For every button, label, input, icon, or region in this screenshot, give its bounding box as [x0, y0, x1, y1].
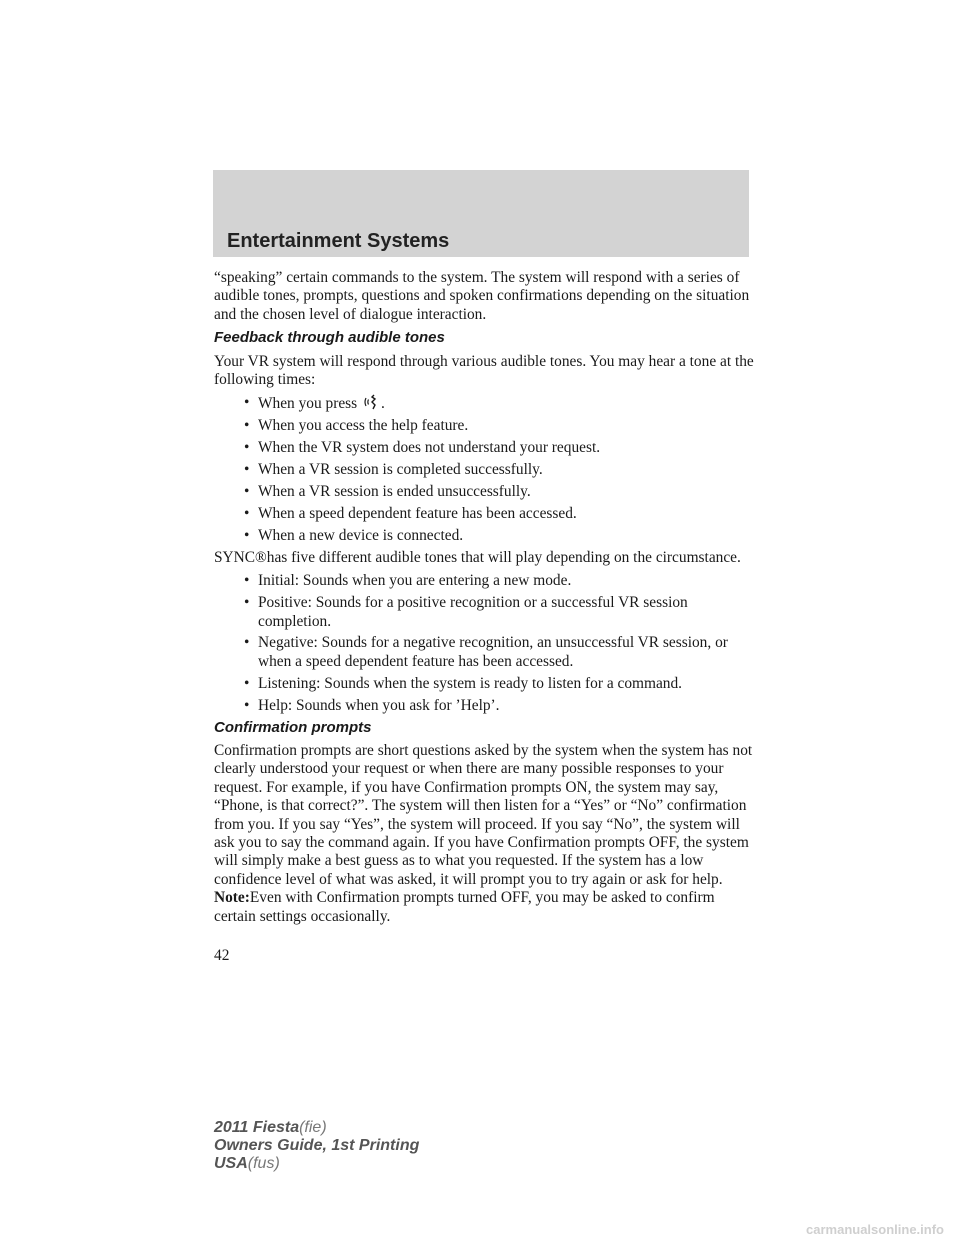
press-prefix: When you press	[258, 395, 358, 413]
list-item-text: Help: Sounds when you ask for ’Help’.	[258, 696, 500, 714]
intro-paragraph: “speaking” certain commands to the system. The system will respond with a series of audible tones, prompts, questions and spoken confirmations depending on the situation and the chosen level of dialogue interaction.	[214, 269, 750, 323]
note-paragraph	[214, 889, 754, 926]
list-item-text: When a VR session is completed successfully.	[258, 461, 543, 479]
list-item: • Help: Sounds when you ask for ’Help’.	[244, 696, 500, 714]
list-item-text: Listening: Sounds when the system is ready to listen for a command.	[258, 674, 683, 692]
list-item: • When a speed dependent feature has been accessed.	[244, 504, 577, 522]
list-item-text: Negative: Sounds for a negative recognition, an unsuccessful VR session, or when a speed dependent feature has been accessed.	[258, 634, 728, 670]
watermark: carmanualsonline.info	[806, 1222, 944, 1237]
footer-line-guide	[214, 1137, 419, 1155]
list-item-text: When a new device is connected.	[258, 526, 464, 544]
list-item-text: Positive: Sounds for a positive recognition or a successful VR session completion.	[258, 594, 688, 630]
list-item-text: When a VR session is ended unsuccessfully.	[258, 483, 531, 501]
list-item: • Listening: Sounds when the system is ready to listen for a command.	[244, 674, 683, 692]
list-item: • Negative: Sounds for a negative recognition, an unsuccessful VR session, or when a speed dependent feature has been accessed.	[244, 634, 728, 670]
list-item: • When you press .	[244, 394, 385, 413]
list-item-text: When a speed dependent feature has been accessed.	[258, 504, 577, 522]
confirm-heading: Confirmation prompts	[214, 718, 372, 736]
voice-command-icon	[363, 394, 379, 410]
note-text: Even with Confirmation prompts turned OFF, you may be asked to confirm certain settings occasionally.	[214, 889, 715, 925]
list-item: • Initial: Sounds when you are entering a new mode.	[244, 572, 572, 590]
list-item: • When you access the help feature.	[244, 417, 469, 435]
footer-guide: Owners Guide, 1st Printing	[214, 1137, 420, 1154]
tone-times-list	[214, 394, 754, 545]
footer-market-code: (fus)	[247, 1155, 280, 1172]
page-content	[214, 269, 754, 931]
footer-market: USA	[214, 1155, 248, 1172]
list-item-text: When the VR system does not understand your request.	[258, 439, 601, 457]
footer-line-market	[214, 1155, 419, 1173]
list-item: • When a new device is connected.	[244, 526, 464, 544]
tones-intro: Your VR system will respond through various audible tones. You may hear a tone at the following times:	[214, 352, 754, 389]
confirm-paragraph: Confirmation prompts are short questions asked by the system when the system has not clearly understood your request or when there are many possible responses to your request. For example, if you have Confirmation prompts ON, the system may say, “Phone, is that correct?”. The system will then listen for a “Yes” or “No” confirmation from you. If you say “Yes”, the system will proceed. If you say “No”, the system will ask you to say the command again. If you have Confirmation prompts OFF, the system will simply make a best guess as to what you requested. If the system has a low confidence level of what was asked, it will prompt you to try again or ask for help.	[214, 741, 753, 888]
page-number: 42	[214, 947, 230, 964]
tone-types-list	[214, 572, 754, 715]
sync-paragraph: SYNC®has five different audible tones that will play depending on the circumstance.	[214, 548, 741, 566]
list-item: • When a VR session is completed successfully.	[244, 461, 543, 479]
press-suffix: .	[381, 395, 385, 413]
footer-model: 2011 Fiesta	[214, 1119, 300, 1136]
list-item-text: When you access the help feature.	[258, 417, 469, 435]
footer-model-code: (fie)	[299, 1119, 327, 1136]
list-item: • Positive: Sounds for a positive recognition or a successful VR session completion.	[244, 594, 688, 630]
list-item: • When a VR session is ended unsuccessfully.	[244, 483, 531, 501]
tones-heading: Feedback through audible tones	[214, 329, 445, 347]
list-item: • When the VR system does not understand your request.	[244, 439, 601, 457]
section-title: Entertainment Systems	[227, 230, 450, 252]
print-footer	[214, 1119, 419, 1173]
footer-line-model	[214, 1119, 419, 1137]
note-label: Note:	[214, 889, 250, 907]
list-item-text: Initial: Sounds when you are entering a new mode.	[258, 572, 572, 590]
